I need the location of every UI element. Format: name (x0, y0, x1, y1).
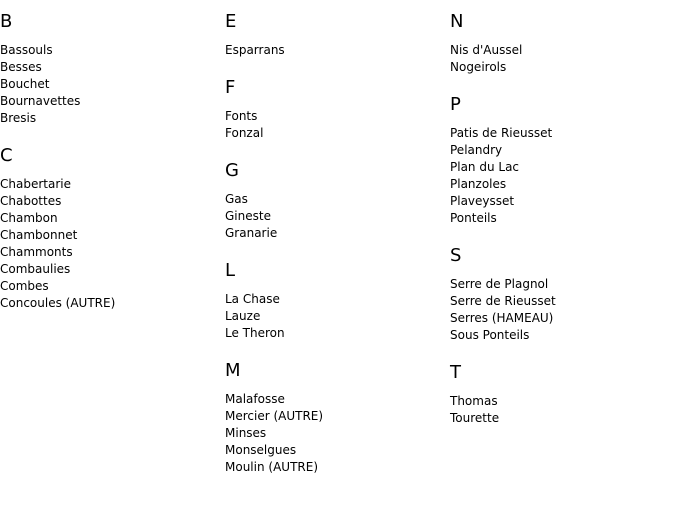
list-item[interactable] (0, 110, 225, 127)
place-link[interactable]: Serre de Rieusset (450, 294, 556, 308)
list-item[interactable] (225, 442, 450, 459)
group-e (225, 10, 450, 59)
list-item[interactable] (225, 408, 450, 425)
list-item[interactable] (0, 227, 225, 244)
list-item[interactable] (0, 278, 225, 295)
place-link[interactable]: Chambon (0, 211, 58, 225)
list-item[interactable] (225, 391, 450, 408)
list-item[interactable] (450, 42, 675, 59)
place-link[interactable]: Monselgues (225, 443, 297, 457)
place-link[interactable]: Nogeirols (450, 60, 507, 74)
place-link[interactable]: Lauze (225, 309, 261, 323)
group-l (225, 259, 450, 342)
place-link[interactable]: Chambonnet (0, 228, 78, 242)
place-link[interactable]: Bresis (0, 111, 37, 125)
place-list (450, 42, 675, 76)
group-n (450, 10, 675, 76)
place-link[interactable]: Malafosse (225, 392, 285, 406)
list-item[interactable] (0, 261, 225, 278)
list-item[interactable] (450, 193, 675, 210)
place-link[interactable]: Patis de Rieusset (450, 126, 553, 140)
place-link[interactable]: Granarie (225, 226, 278, 240)
place-list (0, 176, 225, 312)
list-item[interactable] (450, 393, 675, 410)
place-link[interactable]: Nis d'Aussel (450, 43, 523, 57)
place-link[interactable]: Planzoles (450, 177, 507, 191)
list-item[interactable] (450, 176, 675, 193)
list-item[interactable] (225, 291, 450, 308)
group-letter-heading: L (225, 260, 236, 281)
place-link[interactable]: Serres (HAMEAU) (450, 311, 554, 325)
list-item[interactable] (450, 59, 675, 76)
list-item[interactable] (0, 42, 225, 59)
list-item[interactable] (0, 244, 225, 261)
place-link[interactable]: Besses (0, 60, 42, 74)
place-link[interactable]: Moulin (AUTRE) (225, 460, 318, 474)
group-letter-heading: S (450, 245, 462, 266)
place-link[interactable]: Chabertarie (0, 177, 71, 191)
place-link[interactable]: Plaveysset (450, 194, 515, 208)
list-item[interactable] (0, 76, 225, 93)
list-item[interactable] (0, 93, 225, 110)
list-item[interactable] (0, 176, 225, 193)
place-link[interactable]: Plan du Lac (450, 160, 520, 174)
group-s (450, 244, 675, 344)
place-list (225, 391, 450, 476)
place-link[interactable]: Le Theron (225, 326, 285, 340)
group-letter-heading: C (0, 145, 13, 166)
place-list (225, 291, 450, 342)
place-list (225, 191, 450, 242)
group-b (0, 10, 225, 127)
list-item[interactable] (225, 325, 450, 342)
column-3 (450, 10, 675, 444)
place-link[interactable]: Combaulies (0, 262, 71, 276)
place-link[interactable]: Esparrans (225, 43, 285, 57)
list-item[interactable] (225, 191, 450, 208)
place-link[interactable]: Bouchet (0, 77, 50, 91)
group-letter-heading: F (225, 77, 236, 98)
place-list (0, 42, 225, 127)
place-list (450, 276, 675, 344)
list-item[interactable] (225, 208, 450, 225)
group-t (450, 361, 675, 427)
place-link[interactable]: Pelandry (450, 143, 503, 157)
group-letter-heading: P (450, 94, 461, 115)
group-p (450, 93, 675, 227)
list-item[interactable] (225, 225, 450, 242)
list-item[interactable] (450, 410, 675, 427)
group-letter-heading: N (450, 11, 464, 32)
list-item[interactable] (450, 142, 675, 159)
place-link[interactable]: Fonzal (225, 126, 264, 140)
group-m (225, 359, 450, 476)
group-g (225, 159, 450, 242)
place-link[interactable]: Chabottes (0, 194, 62, 208)
place-link[interactable]: Fonts (225, 109, 258, 123)
list-item[interactable] (0, 59, 225, 76)
place-list (225, 42, 450, 59)
list-item[interactable] (0, 193, 225, 210)
list-item[interactable] (225, 108, 450, 125)
place-link[interactable]: Concoules (AUTRE) (0, 296, 116, 310)
group-letter-heading: M (225, 360, 241, 381)
group-f (225, 76, 450, 142)
list-item[interactable] (225, 125, 450, 142)
place-link[interactable]: Combes (0, 279, 49, 293)
place-link[interactable]: Sous Ponteils (450, 328, 530, 342)
place-link[interactable]: Gas (225, 192, 248, 206)
group-letter-heading: T (450, 362, 461, 383)
group-letter-heading: G (225, 160, 239, 181)
place-link[interactable]: Gineste (225, 209, 271, 223)
place-list (450, 393, 675, 427)
list-item[interactable] (0, 295, 225, 312)
list-item[interactable] (450, 210, 675, 227)
list-item[interactable] (225, 42, 450, 59)
list-item[interactable] (0, 210, 225, 227)
list-item[interactable] (225, 425, 450, 442)
group-c (0, 144, 225, 312)
list-item[interactable] (450, 293, 675, 310)
place-link[interactable]: Thomas (450, 394, 498, 408)
place-link[interactable]: La Chase (225, 292, 280, 306)
list-item[interactable] (225, 459, 450, 476)
column-2 (225, 10, 450, 493)
place-link[interactable]: Minses (225, 426, 267, 440)
place-link[interactable]: Ponteils (450, 211, 497, 225)
column-1 (0, 10, 225, 329)
place-link[interactable]: Tourette (450, 411, 500, 425)
place-link[interactable]: Chammonts (0, 245, 73, 259)
group-letter-heading: E (225, 11, 237, 32)
place-link[interactable]: Serre de Plagnol (450, 277, 549, 291)
list-item[interactable] (450, 159, 675, 176)
place-link[interactable]: Bassouls (0, 43, 53, 57)
list-item[interactable] (225, 308, 450, 325)
place-list (450, 125, 675, 227)
list-item[interactable] (450, 276, 675, 293)
group-letter-heading: B (0, 11, 13, 32)
place-link[interactable]: Mercier (AUTRE) (225, 409, 324, 423)
list-item[interactable] (450, 125, 675, 142)
list-item[interactable] (450, 310, 675, 327)
place-link[interactable]: Bournavettes (0, 94, 81, 108)
place-list (225, 108, 450, 142)
list-item[interactable] (450, 327, 675, 344)
